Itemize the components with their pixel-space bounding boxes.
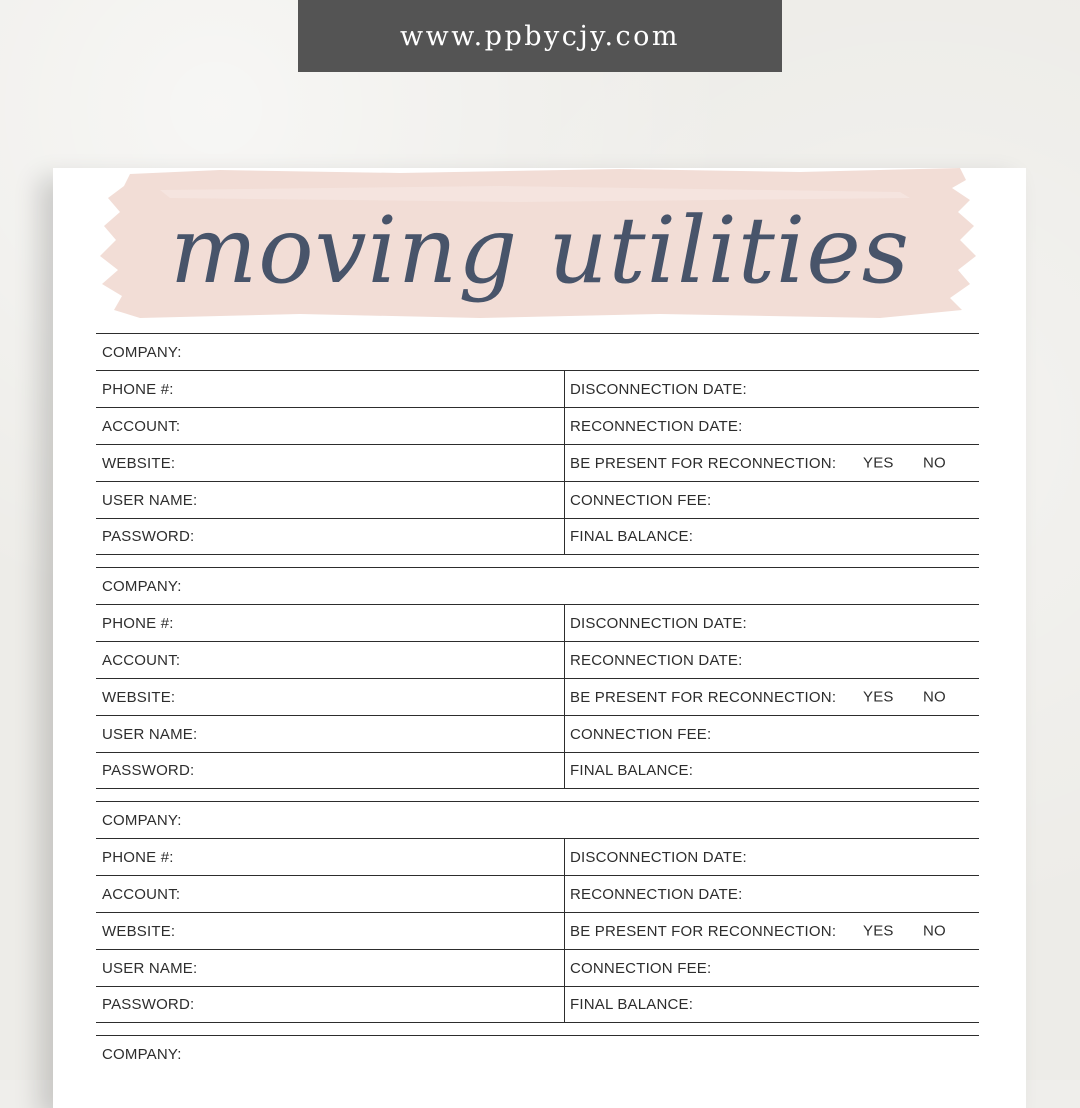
company-field[interactable] <box>96 1036 979 1072</box>
connection-fee-field[interactable] <box>565 950 979 986</box>
utilities-form <box>96 333 979 1084</box>
password-label: PASSWORD: <box>102 528 195 545</box>
reconnection-date-field[interactable] <box>565 408 979 444</box>
be-present-label: BE PRESENT FOR RECONNECTION: <box>570 688 837 706</box>
final-balance-field[interactable] <box>565 519 979 554</box>
yes-option[interactable]: YES <box>863 454 894 472</box>
disconnection-date-label: DISCONNECTION DATE: <box>570 848 747 866</box>
password-label: PASSWORD: <box>102 996 195 1013</box>
final-balance-field[interactable] <box>565 987 979 1022</box>
disconnection-date-label: DISCONNECTION DATE: <box>570 614 747 632</box>
disconnection-date-label: DISCONNECTION DATE: <box>570 380 747 398</box>
phone-row <box>96 370 979 407</box>
account-field[interactable] <box>96 408 565 444</box>
website-row <box>96 912 979 949</box>
company-row <box>96 333 979 370</box>
phone-label: PHONE #: <box>102 380 174 398</box>
website-label: WEBSITE: <box>102 922 176 940</box>
password-field[interactable] <box>96 753 565 788</box>
company-block <box>96 567 979 789</box>
connection-fee-field[interactable] <box>565 716 979 752</box>
connection-fee-label: CONNECTION FEE: <box>570 491 712 509</box>
yes-option[interactable]: YES <box>863 688 894 706</box>
password-row <box>96 752 979 789</box>
company-field[interactable] <box>96 802 979 838</box>
phone-label: PHONE #: <box>102 848 174 866</box>
connection-fee-label: CONNECTION FEE: <box>570 725 712 743</box>
company-block <box>96 1035 979 1072</box>
user-name-field[interactable] <box>96 950 565 986</box>
phone-field[interactable] <box>96 371 565 407</box>
password-row <box>96 986 979 1023</box>
account-field[interactable] <box>96 876 565 912</box>
phone-row <box>96 838 979 875</box>
company-label: COMPANY: <box>102 1045 182 1063</box>
website-field[interactable] <box>96 445 565 481</box>
account-label: ACCOUNT: <box>102 417 181 435</box>
user-name-row <box>96 949 979 986</box>
final-balance-field[interactable] <box>565 753 979 788</box>
company-label: COMPANY: <box>102 811 182 829</box>
password-field[interactable] <box>96 987 565 1022</box>
phone-field[interactable] <box>96 839 565 875</box>
company-field[interactable] <box>96 334 979 370</box>
no-option[interactable]: NO <box>923 688 946 706</box>
disconnection-date-field[interactable] <box>565 371 979 407</box>
phone-field[interactable] <box>96 605 565 641</box>
reconnection-date-label: RECONNECTION DATE: <box>570 651 743 669</box>
account-row <box>96 641 979 678</box>
no-option[interactable]: NO <box>923 454 946 472</box>
user-name-row <box>96 481 979 518</box>
user-name-field[interactable] <box>96 716 565 752</box>
account-field[interactable] <box>96 642 565 678</box>
website-url: www.ppbycjy.com <box>399 20 681 52</box>
disconnection-date-field[interactable] <box>565 605 979 641</box>
connection-fee-label: CONNECTION FEE: <box>570 959 712 977</box>
company-label: COMPANY: <box>102 343 182 361</box>
website-row <box>96 678 979 715</box>
user-name-label: USER NAME: <box>102 491 198 509</box>
company-block <box>96 333 979 555</box>
yes-option[interactable]: YES <box>863 922 894 940</box>
website-field[interactable] <box>96 913 565 949</box>
company-row <box>96 1035 979 1072</box>
connection-fee-field[interactable] <box>565 482 979 518</box>
user-name-field[interactable] <box>96 482 565 518</box>
be-present-label: BE PRESENT FOR RECONNECTION: <box>570 454 837 472</box>
password-field[interactable] <box>96 519 565 554</box>
url-banner <box>298 0 782 72</box>
be-present-field <box>565 679 979 715</box>
final-balance-label: FINAL BALANCE: <box>570 528 694 545</box>
account-label: ACCOUNT: <box>102 651 181 669</box>
phone-row <box>96 604 979 641</box>
account-row <box>96 407 979 444</box>
final-balance-label: FINAL BALANCE: <box>570 762 694 779</box>
company-row <box>96 801 979 838</box>
password-label: PASSWORD: <box>102 762 195 779</box>
company-field[interactable] <box>96 568 979 604</box>
website-label: WEBSITE: <box>102 688 176 706</box>
website-label: WEBSITE: <box>102 454 176 472</box>
website-field[interactable] <box>96 679 565 715</box>
reconnection-date-field[interactable] <box>565 876 979 912</box>
password-row <box>96 518 979 555</box>
account-label: ACCOUNT: <box>102 885 181 903</box>
company-block <box>96 801 979 1023</box>
reconnection-date-field[interactable] <box>565 642 979 678</box>
company-row <box>96 567 979 604</box>
document-title: moving utilities <box>170 197 910 304</box>
account-row <box>96 875 979 912</box>
be-present-field <box>565 913 979 949</box>
be-present-field <box>565 445 979 481</box>
user-name-row <box>96 715 979 752</box>
website-row <box>96 444 979 481</box>
no-option[interactable]: NO <box>923 922 946 940</box>
be-present-label: BE PRESENT FOR RECONNECTION: <box>570 922 837 940</box>
user-name-label: USER NAME: <box>102 959 198 977</box>
disconnection-date-field[interactable] <box>565 839 979 875</box>
user-name-label: USER NAME: <box>102 725 198 743</box>
phone-label: PHONE #: <box>102 614 174 632</box>
reconnection-date-label: RECONNECTION DATE: <box>570 885 743 903</box>
final-balance-label: FINAL BALANCE: <box>570 996 694 1013</box>
company-label: COMPANY: <box>102 577 182 595</box>
reconnection-date-label: RECONNECTION DATE: <box>570 417 743 435</box>
